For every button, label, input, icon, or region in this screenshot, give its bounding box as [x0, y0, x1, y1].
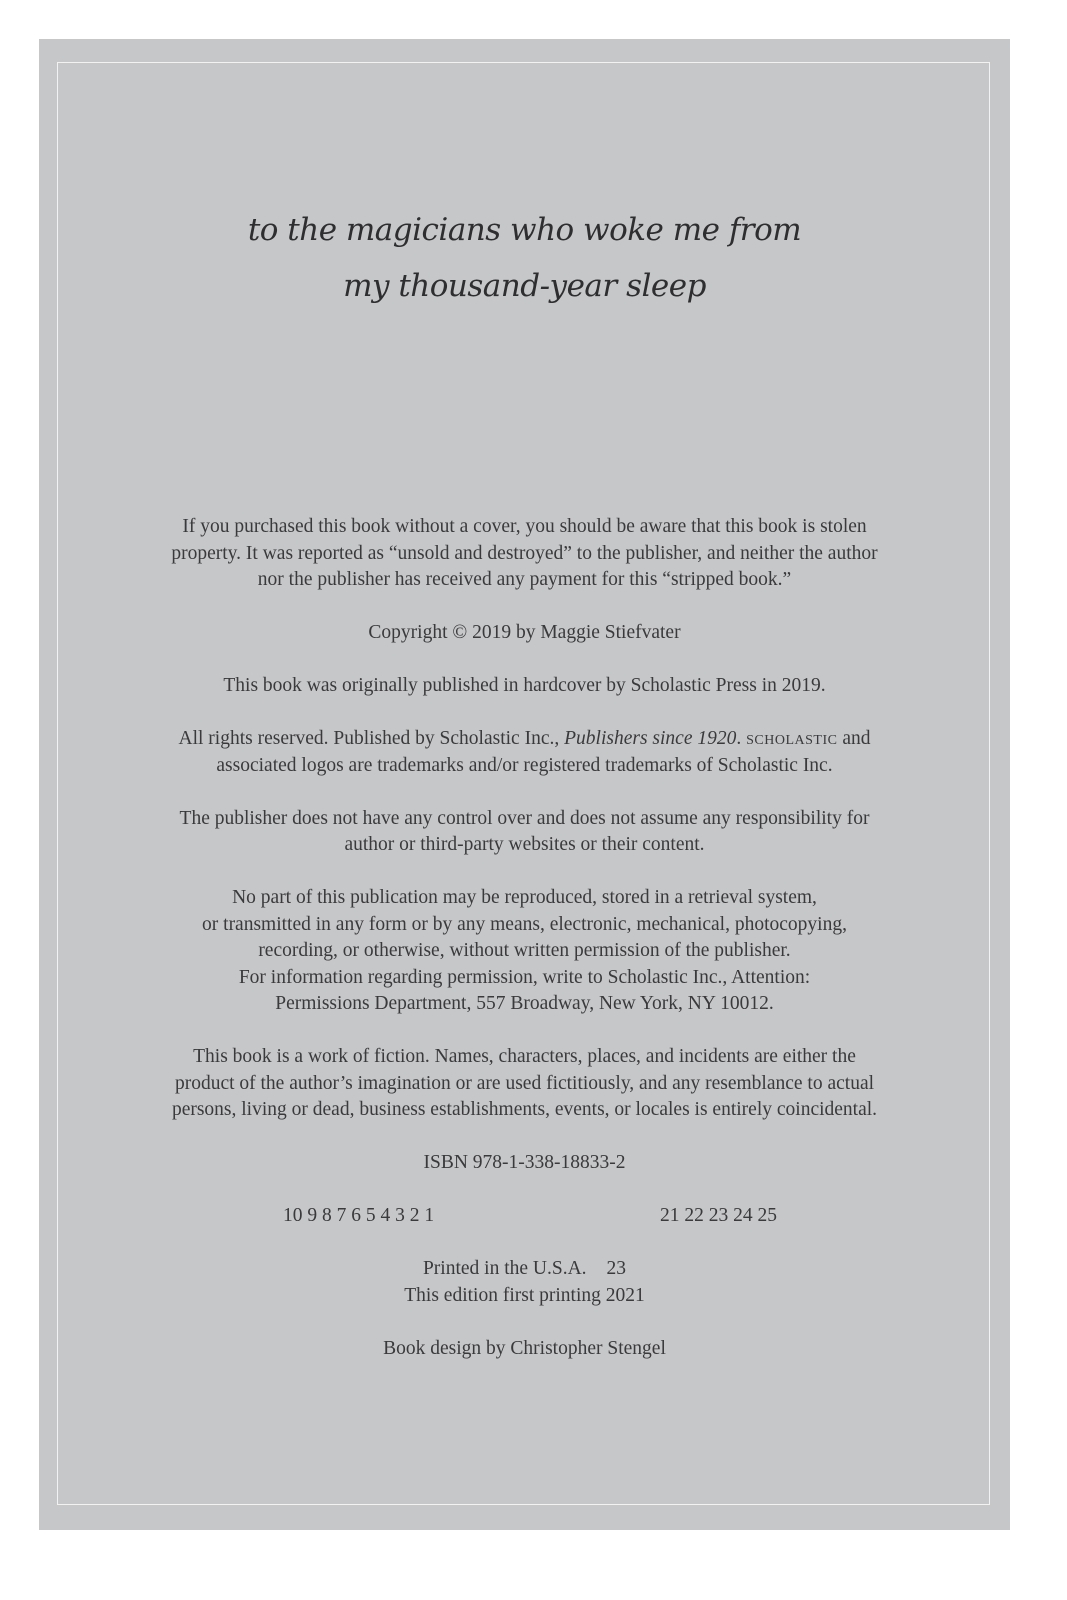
- book-design-credit: Book design by Christopher Stengel: [383, 1337, 666, 1359]
- dedication-line-2: my thousand-year sleep: [343, 268, 706, 304]
- rights-line-2: associated logos are trademarks and/or registered trademarks of Scholastic Inc.: [216, 754, 833, 776]
- reproduction-line-1: No part of this publication may be reproduced, stored in a retrieval system,: [232, 887, 817, 908]
- reproduction-line-3: recording, or otherwise, without written permission of the publisher.: [258, 940, 791, 961]
- rights-smallcaps: scholastic: [746, 728, 838, 749]
- stripped-line-1: If you purchased this book without a cover, you should be aware that this book is stolen: [182, 516, 867, 537]
- fiction-line-1: This book is a work of fiction. Names, characters, places, and incidents are either the: [193, 1046, 856, 1067]
- fiction-line-3: persons, living or dead, business establishments, events, or locales is entirely coincidental.: [171, 1099, 878, 1120]
- rights-part-2: .: [736, 728, 747, 749]
- rights-italic: Publishers since 1920: [564, 728, 737, 749]
- control-line-1: The publisher does not have any control over and does not assume any responsibility for: [179, 807, 870, 829]
- dedication: [39, 202, 1010, 314]
- rights-part-3: and: [837, 728, 871, 749]
- edition-line: This edition first printing 2021: [404, 1284, 645, 1306]
- control-disclaimer: [39, 806, 1010, 859]
- rights-part-1: All rights reserved. Published by Scholastic Inc.,: [178, 728, 565, 749]
- copyright-page: [39, 39, 1010, 1530]
- dedication-line-1: to the magicians who woke me from: [247, 212, 802, 248]
- isbn: ISBN 978-1-338-18833-2: [423, 1152, 626, 1173]
- stripped-book-notice: [39, 514, 1010, 594]
- reproduction-notice: [39, 885, 1010, 1018]
- year-line: 21 22 23 24 25: [660, 1205, 777, 1226]
- reproduction-line-2: or transmitted in any form or by any means, electronic, mechanical, photocopying,: [202, 913, 847, 935]
- printed-in: Printed in the U.S.A.: [422, 1258, 587, 1279]
- fiction-line-2: product of the author’s imagination or are used fictitiously, and any resemblance to actual: [174, 1072, 875, 1094]
- print-line: 10 9 8 7 6 5 4 3 2 1: [283, 1205, 435, 1226]
- control-line-2: author or third-party websites or their content.: [344, 834, 705, 855]
- copyright-line: Copyright © 2019 by Maggie Stiefvater: [368, 622, 681, 643]
- reproduction-line-5: Permissions Department, 557 Broadway, New York, NY 10012.: [275, 993, 774, 1014]
- rights-reserved: [39, 726, 1010, 779]
- printing-numbers: [39, 1203, 1010, 1230]
- original-publication: This book was originally published in hardcover by Scholastic Press in 2019.: [223, 675, 826, 696]
- reproduction-line-4: For information regarding permission, write to Scholastic Inc., Attention:: [238, 966, 811, 988]
- fiction-disclaimer: [39, 1044, 1010, 1124]
- printing-info: [39, 1256, 1010, 1309]
- printed-code: 23: [606, 1258, 627, 1279]
- legal-text: [39, 514, 1010, 1389]
- stripped-line-3: nor the publisher has received any payment for this “stripped book.”: [257, 569, 792, 590]
- stripped-line-2: property. It was reported as “unsold and destroyed” to the publisher, and neither the author: [171, 542, 878, 564]
